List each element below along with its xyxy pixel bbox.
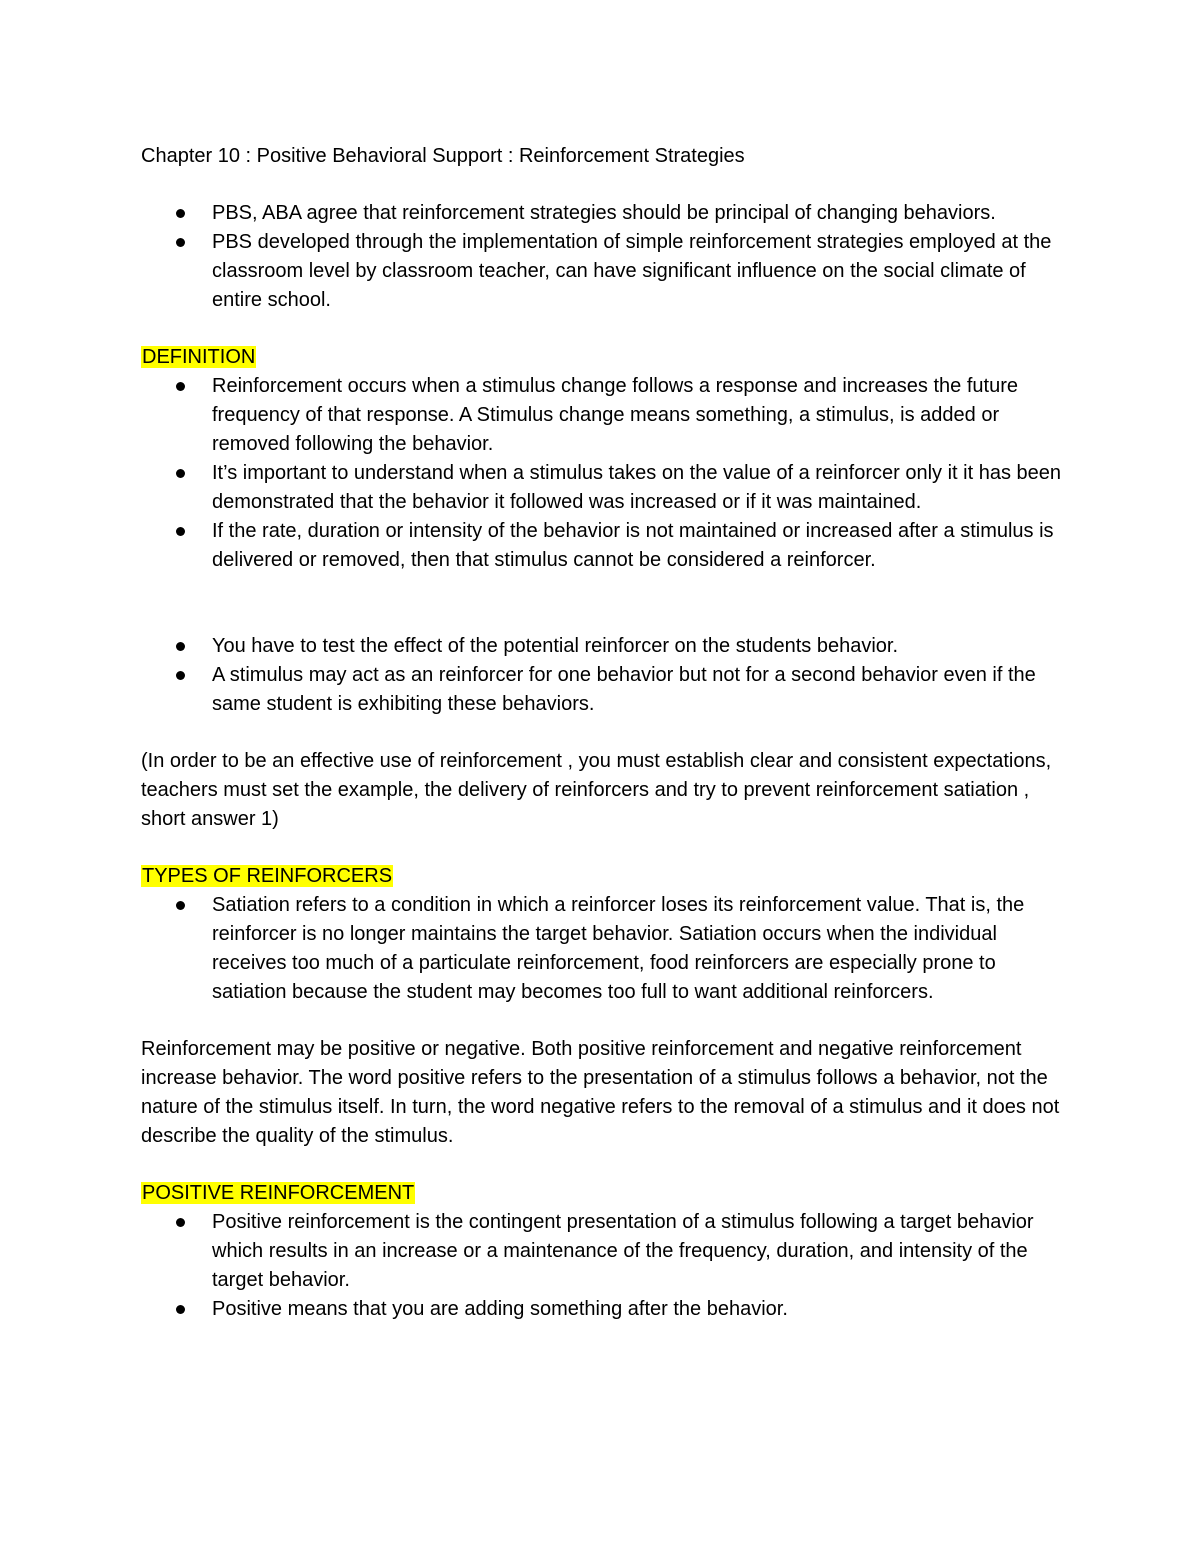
list-item: Positive means that you are adding something after the behavior.: [141, 1295, 1066, 1324]
bullet-icon: [176, 642, 185, 651]
types-bullet-list: [141, 891, 1066, 1007]
bullet-icon: [176, 671, 185, 680]
intro-bullet-list: [141, 199, 1066, 315]
list-item: Satiation refers to a condition in which a reinforcer loses its reinforcement value. That is, the reinforcer is no longer maintains the target behavior. Satiation occurs when the individual receives too much of a particulate reinforcement, food reinforcers are especially prone to satiation because the student may becomes too full to want additional reinforcers.: [141, 891, 1066, 1007]
bullet-icon: [176, 238, 185, 247]
bullet-icon: [176, 469, 185, 478]
positive-reinforcement-heading: POSITIVE REINFORCEMENT: [142, 1182, 415, 1204]
bullet-icon: [176, 382, 185, 391]
list-item: PBS developed through the implementation of simple reinforcement strategies employed at the classroom level by classroom teacher, can have significant influence on the social climate of entire school.: [141, 228, 1066, 315]
list-item: If the rate, duration or intensity of the behavior is not maintained or increased after a stimulus is delivered or removed, then that stimulus cannot be considered a reinforcer.: [141, 517, 1066, 575]
list-item: It’s important to understand when a stimulus takes on the value of a reinforcer only it it has been demonstrated that the behavior it followed was increased or if it was maintained.: [141, 459, 1066, 517]
definition-heading: DEFINITION: [142, 346, 256, 368]
list-item: Positive reinforcement is the contingent presentation of a stimulus following a target behavior which results in an increase or a maintenance of the frequency, duration, and intensity of the target behavior.: [141, 1208, 1066, 1295]
list-item: A stimulus may act as an reinforcer for one behavior but not for a second behavior even if the same student is exhibiting these behaviors.: [141, 661, 1066, 719]
bullet-icon: [176, 527, 185, 536]
types-heading: TYPES OF REINFORCERS: [142, 865, 393, 887]
bullet-icon: [176, 901, 185, 910]
definition-bullet-list-2: [141, 632, 1066, 719]
document-body: [141, 142, 1066, 1324]
positive-bullet-list: [141, 1208, 1066, 1324]
positive-negative-paragraph: Reinforcement may be positive or negative. Both positive reinforcement and negative reinforcement increase behavior. The word positive refers to the presentation of a stimulus follows a behavior, not the nature of the stimulus itself. In turn, the word negative refers to the removal of a stimulus and it does not describe the quality of the stimulus.: [141, 1038, 1060, 1147]
chapter-title: Chapter 10 : Positive Behavioral Support : Reinforcement Strategies: [141, 145, 745, 167]
list-item: PBS, ABA agree that reinforcement strategies should be principal of changing behaviors.: [141, 199, 1066, 228]
list-item: You have to test the effect of the potential reinforcer on the students behavior.: [141, 632, 1066, 661]
effective-use-paragraph: (In order to be an effective use of reinforcement , you must establish clear and consistent expectations, teachers must set the example, the delivery of reinforcers and try to prevent reinforcement satiation , short answer 1): [141, 750, 1052, 830]
definition-bullet-list: [141, 372, 1066, 575]
bullet-icon: [176, 209, 185, 218]
bullet-icon: [176, 1218, 185, 1227]
list-item: Reinforcement occurs when a stimulus change follows a response and increases the future frequency of that response. A Stimulus change means something, a stimulus, is added or removed following the behavior.: [141, 372, 1066, 459]
bullet-icon: [176, 1305, 185, 1314]
